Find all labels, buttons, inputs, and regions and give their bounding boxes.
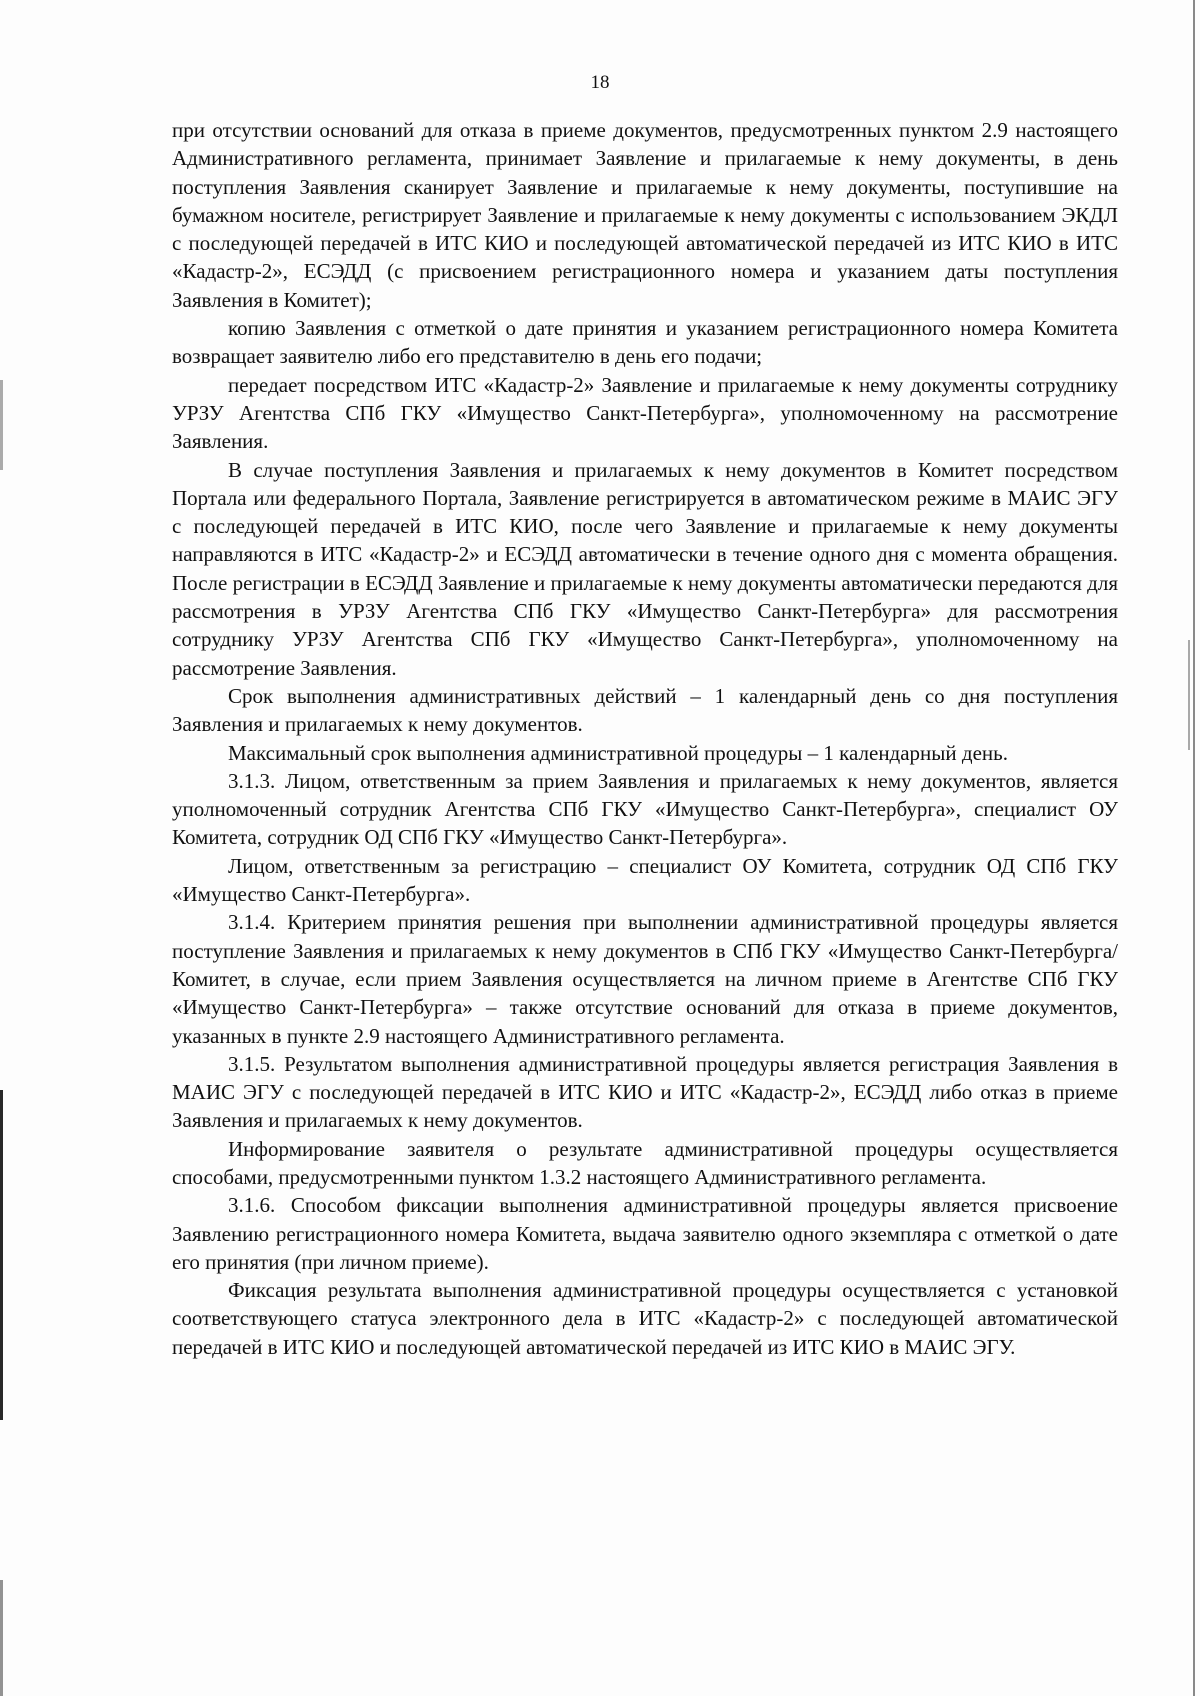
paragraph: при отсутствии оснований для отказа в приеме документов, предусмотренных пунктом 2.9 настоящего Административного регламента, принимает Заявление и прилагаемые к нему документы, в день поступления Заявления сканирует Заявление и прилагаемые к нему документы, поступившие на бумажном носителе, регистрирует Заявление и прилагаемые к нему документы с использованием ЭКДЛ с последующей передачей в ИТС КИО и последующей автоматической передачей из ИТС КИО в ИТС «Кадастр-2», ЕСЭДД (с присвоением регистрационного номера и указанием даты поступления Заявления в Комитет);: [172, 118, 1118, 312]
paragraph: передает посредством ИТС «Кадастр-2» Заявление и прилагаемые к нему документы сотруднику УРЗУ Агентства СПб ГКУ «Имущество Санкт-Петербурга», уполномоченному на рассмотрение Заявления.: [172, 372, 1118, 454]
paragraph: 3.1.5. Результатом выполнения административной процедуры является регистрация Заявления в МАИС ЭГУ с последующей передачей в ИТС КИО и ИТС «Кадастр-2», ЕСЭДД либо отказ в приеме Заявления и прилагаемых к нему документов.: [172, 1051, 1118, 1133]
paragraph: Лицом, ответственным за регистрацию – специалист ОУ Комитета, сотрудник ОД СПб ГКУ «Имущество Санкт-Петербурга».: [172, 853, 1118, 907]
document-body: [172, 116, 1118, 1361]
paragraph: 3.1.3. Лицом, ответственным за прием Заявления и прилагаемых к нему документов, является уполномоченный сотрудник Агентства СПб ГКУ «Имущество Санкт-Петербурга», специалист ОУ Комитета, сотрудник ОД СПб ГКУ «Имущество Санкт-Петербурга».: [172, 768, 1118, 850]
scan-edge-shadow: [0, 1580, 3, 1696]
paragraph: Фиксация результата выполнения административной процедуры осуществляется с установкой соответствующего статуса электронного дела в ИТС «Кадастр-2» с последующей автоматической передачей в ИТС КИО и последующей автоматической передачей из ИТС КИО в МАИС ЭГУ.: [172, 1278, 1118, 1359]
paragraph: Информирование заявителя о результате административной процедуры осуществляется способами, предусмотренными пунктом 1.3.2 настоящего Административного регламента.: [172, 1136, 1118, 1189]
scan-edge-shadow: [1193, 0, 1195, 1696]
paragraph: 3.1.6. Способом фиксации выполнения административной процедуры является присвоение Заявлению регистрационного номера Комитета, выдача заявителю одного экземпляра с отметкой о дате его принятия (при личном приеме).: [172, 1193, 1118, 1274]
scan-edge-shadow: [1188, 640, 1190, 750]
page-number: 18: [590, 72, 610, 93]
paragraph: копию Заявления с отметкой о дате принятия и указанием регистрационного номера Комитета возвращает заявителю либо его представителю в день его подачи;: [172, 316, 1118, 369]
paragraph: В случае поступления Заявления и прилагаемых к нему документов в Комитет посредством Портала или федерального Портала, Заявление регистрируется в автоматическом режиме в МАИС ЭГУ с последующей передачей в ИТС КИО, после чего Заявление и прилагаемые к нему документы направляются в ИТС «Кадастр-2» и ЕСЭДД автоматически в течение одного дня с момента обращения. После регистрации в ЕСЭДД Заявление и прилагаемые к нему документы автоматически передаются для рассмотрения в УРЗУ Агентства СПб ГКУ «Имущество Санкт-Петербурга» для рассмотрения сотруднику УРЗУ Агентства СПб ГКУ «Имущество Санкт-Петербурга», уполномоченному на рассмотрение Заявления.: [172, 457, 1118, 680]
scan-edge-shadow: [0, 1090, 3, 1420]
paragraph: Срок выполнения административных действий – 1 календарный день со дня поступления Заявления и прилагаемых к нему документов.: [172, 683, 1118, 737]
paragraph: 3.1.4. Критерием принятия решения при выполнении административной процедуры является поступление Заявления и прилагаемых к нему документов в СПб ГКУ «Имущество Санкт-Петербурга/Комитет, в случае, если прием Заявления осуществляется на личном приеме в Агентстве СПб ГКУ «Имущество Санкт-Петербурга» – также отсутствие оснований для отказа в приеме документов, указанных в пункте 2.9 настоящего Административного регламента.: [172, 910, 1118, 1048]
scan-edge-shadow: [0, 380, 3, 470]
paragraph: Максимальный срок выполнения административной процедуры – 1 календарный день.: [228, 740, 1008, 765]
